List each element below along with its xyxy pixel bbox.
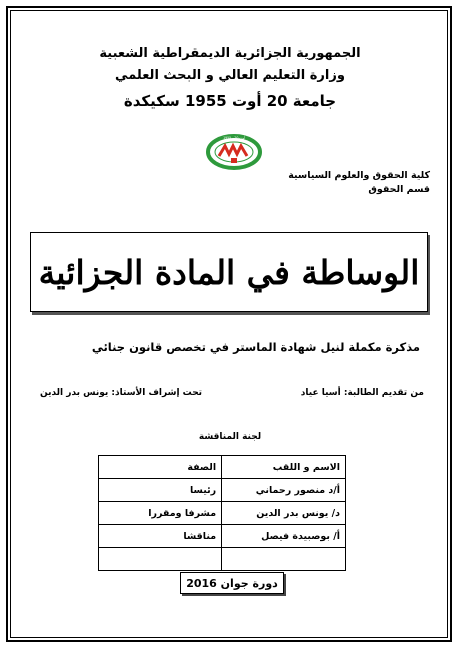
logo-ring-text: 1955 - 20 أوت (223, 136, 245, 140)
header-role: الصفة (99, 456, 222, 479)
committee-title: لجنة المناقشة (198, 432, 262, 442)
student-line: من تقديم الطالبة: أسيا عياد (300, 388, 424, 398)
member-name: أ/ بوصبيدة فيصل (222, 525, 346, 548)
faculty-name: كلية الحقوق والعلوم السياسية (288, 170, 430, 181)
member-name: د/ يونس بدر الدين (222, 502, 346, 525)
thesis-title: الوساطة في المادة الجزائية (38, 252, 420, 292)
republic-name: الجمهورية الجزائرية الديمقراطية الشعبية (99, 46, 361, 61)
member-role: مناقشا (99, 525, 222, 548)
member-role: رئيسا (99, 479, 222, 502)
university-name: جامعة 20 أوت 1955 سكيكدة (123, 92, 337, 110)
table-header-row (99, 456, 346, 479)
supervisor-line: تحت إشراف الأستاذ: يونس بدر الدين (40, 388, 203, 398)
table-row (99, 548, 346, 571)
table-row (99, 479, 346, 502)
university-logo-icon (205, 130, 263, 172)
table-row (99, 525, 346, 548)
member-name (222, 548, 346, 571)
member-role: مشرفا ومقررا (99, 502, 222, 525)
table-row (99, 502, 346, 525)
ministry-name: وزارة التعليم العالي و البحث العلمي (115, 68, 345, 83)
header-name: الاسم و اللقب (222, 456, 346, 479)
title-box (30, 232, 428, 312)
member-name: أ/د منصور رحماني (222, 479, 346, 502)
thesis-description: مذكرة مكملة لنيل شهادة الماستر في تخصص قانون جنائي (91, 340, 420, 354)
member-role (99, 548, 222, 571)
department-name: قسم الحقوق (368, 184, 430, 195)
committee-table (98, 455, 346, 571)
session-box: دورة جوان 2016 (180, 572, 284, 594)
